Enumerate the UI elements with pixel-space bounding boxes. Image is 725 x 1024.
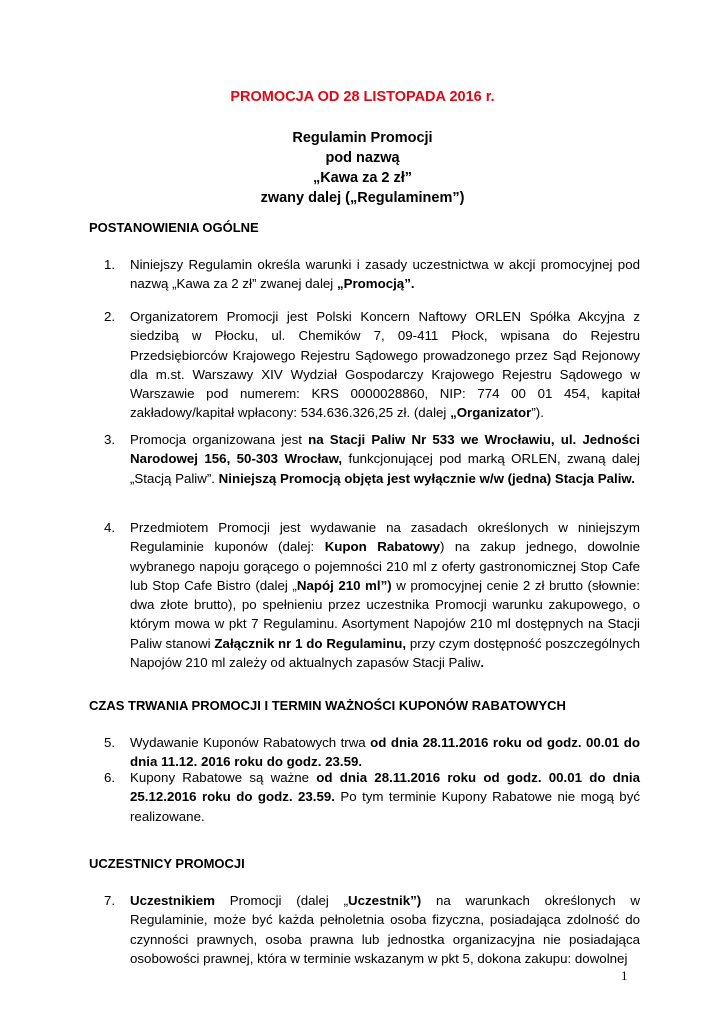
section-heading-duration: CZAS TRWANIA PROMOCJI I TERMIN WAŻNOŚCI KUPONÓW RABATOWYCH	[89, 698, 566, 713]
item-number: 1.	[104, 257, 116, 272]
item-text: Wydawanie Kuponów Rabatowych trwa od dnia 28.11.2016 roku od godz. 00.01 do dnia 11.12. 2016 roku do godz. 23.59.	[130, 735, 640, 770]
list-item	[104, 891, 640, 968]
list-item	[104, 430, 640, 488]
list-item	[104, 307, 640, 423]
item-text: Kupony Rabatowe są ważne od dnia 28.11.2016 roku od godz. 00.01 do dnia 25.12.2016 roku do godz. 23.59. Po tym terminie Kupony Rabatowe nie mogą być realizowane.	[130, 770, 640, 824]
section-heading-general: POSTANOWIENIA OGÓLNE	[89, 220, 259, 235]
item-number: 4.	[104, 520, 116, 535]
item-number: 2.	[104, 309, 116, 324]
title-line: Regulamin Promocji	[292, 130, 433, 146]
item-text: Organizatorem Promocji jest Polski Koncern Naftowy ORLEN Spółka Akcyjna z siedzibą w Płocku, ul. Chemików 7, 09-411 Płock, wpisana do Rejestru Przedsiębiorców Krajowego Rejestru Sądowego prowadzonego przez Sąd Rejonowy dla m.st. Warszawy XIV Wydział Gospodarczy Krajowego Rejestru Sądowego w Warszawie pod numerem: KRS 0000028860, NIP: 774 00 01 454, kapitał zakładowy/kapitał wpłacony: 534.636.326,25 zł. (dalej „Organizator”).	[130, 309, 640, 421]
item-text: Uczestnikiem Promocji (dalej „Uczestnik”) na warunkach określonych w Regulaminie, może być każda pełnoletnia osoba fizyczna, posiadająca zdolność do czynności prawnych, osoba prawna lub jednostka organizacyjna nie posiadająca osobowości prawnej, która w terminie wskazanym w pkt 5, dokona zakupu: dowolnej	[130, 893, 640, 966]
list-item	[104, 518, 640, 672]
item-number: 5.	[104, 735, 116, 750]
item-number: 6.	[104, 770, 116, 785]
list-item	[104, 255, 640, 294]
item-number: 7.	[104, 893, 116, 908]
item-number: 3.	[104, 432, 116, 447]
title-line: pod nazwą	[325, 150, 400, 166]
page-number: 1	[621, 968, 628, 983]
title-line: zwany dalej („Regulaminem”)	[260, 190, 465, 206]
item-text: Przedmiotem Promocji jest wydawanie na zasadach określonych w niniejszym Regulaminie kuponów (dalej: Kupon Rabatowy) na zakup jednego, dowolnie wybranego napoju gorącego o pojemności 210 ml z oferty gastronomicznej Stop Cafe lub Stop Cafe Bistro (dalej „Napój 210 ml”) w promocyjnej cenie 2 zł brutto (słownie: dwa złote brutto), po spełnieniu przez uczestnika Promocji warunku zakupowego, o którym mowa w pkt 7 Regulaminu. Asortyment Napojów 210 ml dostępnych na Stacji Paliw stanowi Załącznik nr 1 do Regulaminu, przy czym dostępność poszczególnych Napojów 210 ml zależy od aktualnych zapasów Stacji Paliw.	[130, 520, 641, 671]
list-item	[104, 733, 640, 772]
item-text: Promocja organizowana jest na Stacji Paliw Nr 533 we Wrocławiu, ul. Jedności Narodowej 156, 50-303 Wrocław, funkcjonującej pod marką ORLEN, zwaną dalej „Stacją Paliw”. Niniejszą Promocją objęta jest wyłącznie w/w (jedna) Stacja Paliw.	[130, 432, 640, 486]
title-line: „Kawa za 2 zł”	[312, 170, 413, 186]
promotion-date-heading: PROMOCJA OD 28 LISTOPADA 2016 r.	[230, 89, 495, 105]
section-heading-participants: UCZESTNICY PROMOCJI	[89, 856, 245, 871]
item-text: Niniejszy Regulamin określa warunki i zasady uczestnictwa w akcji promocyjnej pod nazwą „Kawa za 2 zł” zwanej dalej „Promocją”.	[130, 257, 640, 292]
regulation-title	[0, 128, 725, 208]
list-item	[104, 768, 640, 826]
